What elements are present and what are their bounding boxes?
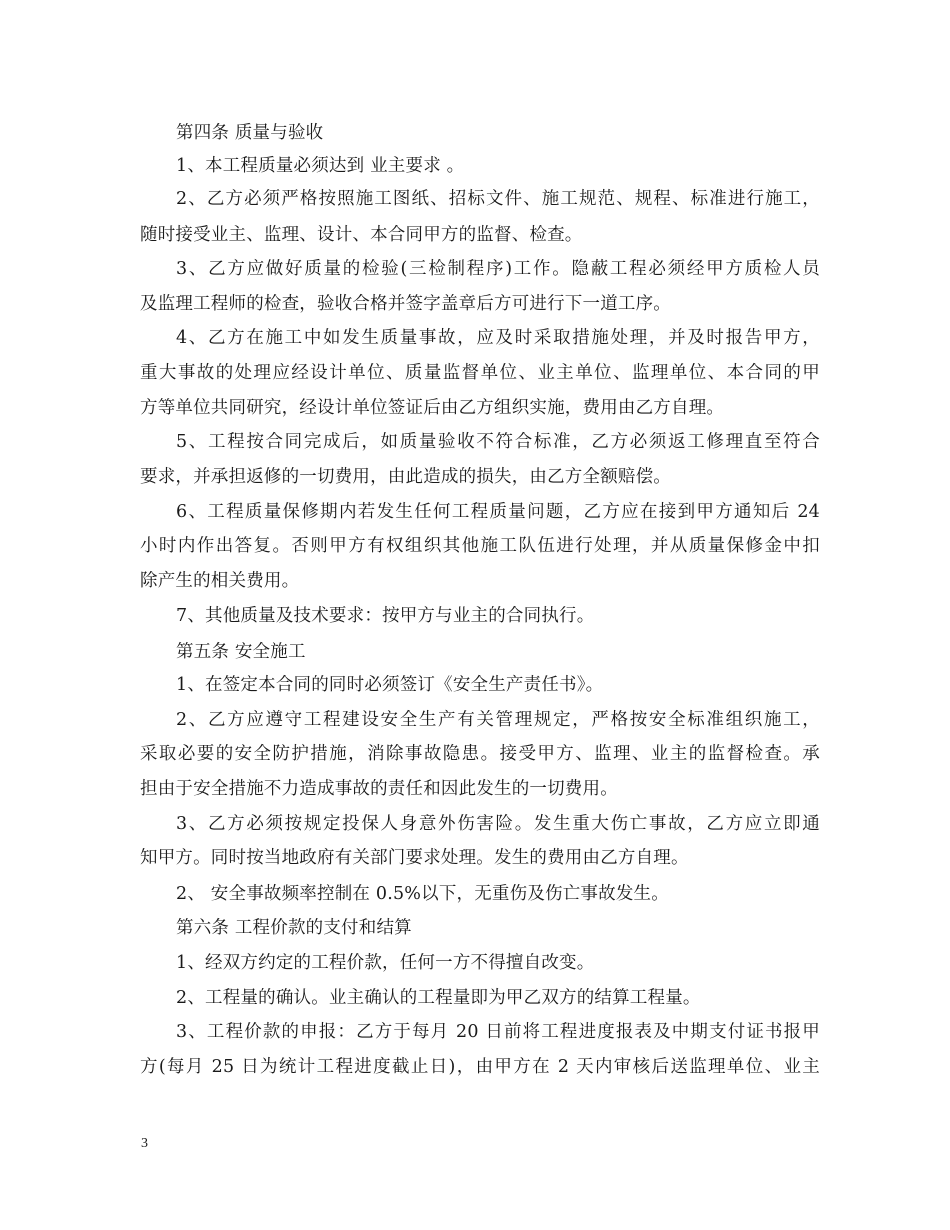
paragraph-line: 随时接受业主、监理、设计、本合同甲方的监督、检查。 (140, 225, 583, 245)
paragraph-line: 2、乙方必须严格按照施工图纸、招标文件、施工规范、规程、标准进行施工， (176, 189, 820, 209)
page-number: 3 (141, 1136, 148, 1151)
section-heading-5: 第五条 安全施工 (176, 642, 306, 662)
paragraph-line: 1、在签定本合同的同时必须签订《安全生产责任书》。 (176, 675, 604, 695)
paragraph-line: 方(每月 25 日为统计工程进度截止日)，由甲方在 2 天内审核后送监理单位、业主 (140, 1057, 820, 1077)
section-heading-6: 第六条 工程价款的支付和结算 (176, 918, 412, 938)
paragraph-line: 6、工程质量保修期内若发生任何工程质量问题，乙方应在接到甲方通知后 24 (176, 502, 820, 522)
paragraph-line: 要求，并承担返修的一切费用，由此造成的损失，由乙方全额赔偿。 (140, 467, 671, 487)
paragraph-line: 重大事故的处理应经设计单位、质量监督单位、业主单位、监理单位、本合同的甲 (140, 363, 820, 383)
paragraph-line: 2、乙方应遵守工程建设安全生产有关管理规定，严格按安全标准组织施工， (176, 710, 820, 730)
paragraph-line: 1、本工程质量必须达到 业主要求 。 (176, 156, 465, 176)
paragraph-line: 4、乙方在施工中如发生质量事故，应及时采取措施处理，并及时报告甲方， (176, 328, 820, 348)
paragraph-line: 采取必要的安全防护措施，消除事故隐患。接受甲方、监理、业主的监督检查。承 (140, 744, 820, 764)
paragraph-line: 担由于安全措施不力造成事故的责任和因此发生的一切费用。 (140, 779, 618, 799)
paragraph-line: 3、工程价款的申报：乙方于每月 20 日前将工程进度报表及中期支付证书报甲 (176, 1022, 820, 1042)
paragraph-line: 小时内作出答复。否则甲方有权组织其他施工队伍进行处理，并从质量保修金中扣 (140, 536, 820, 556)
paragraph-line: 2、工程量的确认。业主确认的工程量即为甲乙双方的结算工程量。 (176, 988, 701, 1008)
section-heading-4: 第四条 质量与验收 (176, 123, 324, 143)
paragraph-line: 方等单位共同研究，经设计单位签证后由乙方组织实施，费用由乙方自理。 (140, 398, 725, 418)
paragraph-line: 1、经双方约定的工程价款，任何一方不得擅自改变。 (176, 953, 595, 973)
paragraph-line: 5、工程按合同完成后，如质量验收不符合标准，乙方必须返工修理直至符合 (176, 432, 820, 452)
paragraph-line: 知甲方。同时按当地政府有关部门要求处理。发生的费用由乙方自理。 (140, 848, 689, 868)
paragraph-line: 及监理工程师的检查，验收合格并签字盖章后方可进行下一道工序。 (140, 294, 671, 314)
paragraph-line: 3、乙方应做好质量的检验(三检制程序)工作。隐蔽工程必须经甲方质检人员 (176, 259, 820, 279)
paragraph-line: 3、乙方必须按规定投保人身意外伤害险。发生重大伤亡事故，乙方应立即通 (176, 814, 820, 834)
paragraph-line: 2、 安全事故频率控制在 0.5%以下，无重伤及伤亡事故发生。 (176, 884, 669, 904)
paragraph-line: 7、其他质量及技术要求：按甲方与业主的合同执行。 (176, 606, 595, 626)
paragraph-line: 除产生的相关费用。 (140, 571, 300, 591)
